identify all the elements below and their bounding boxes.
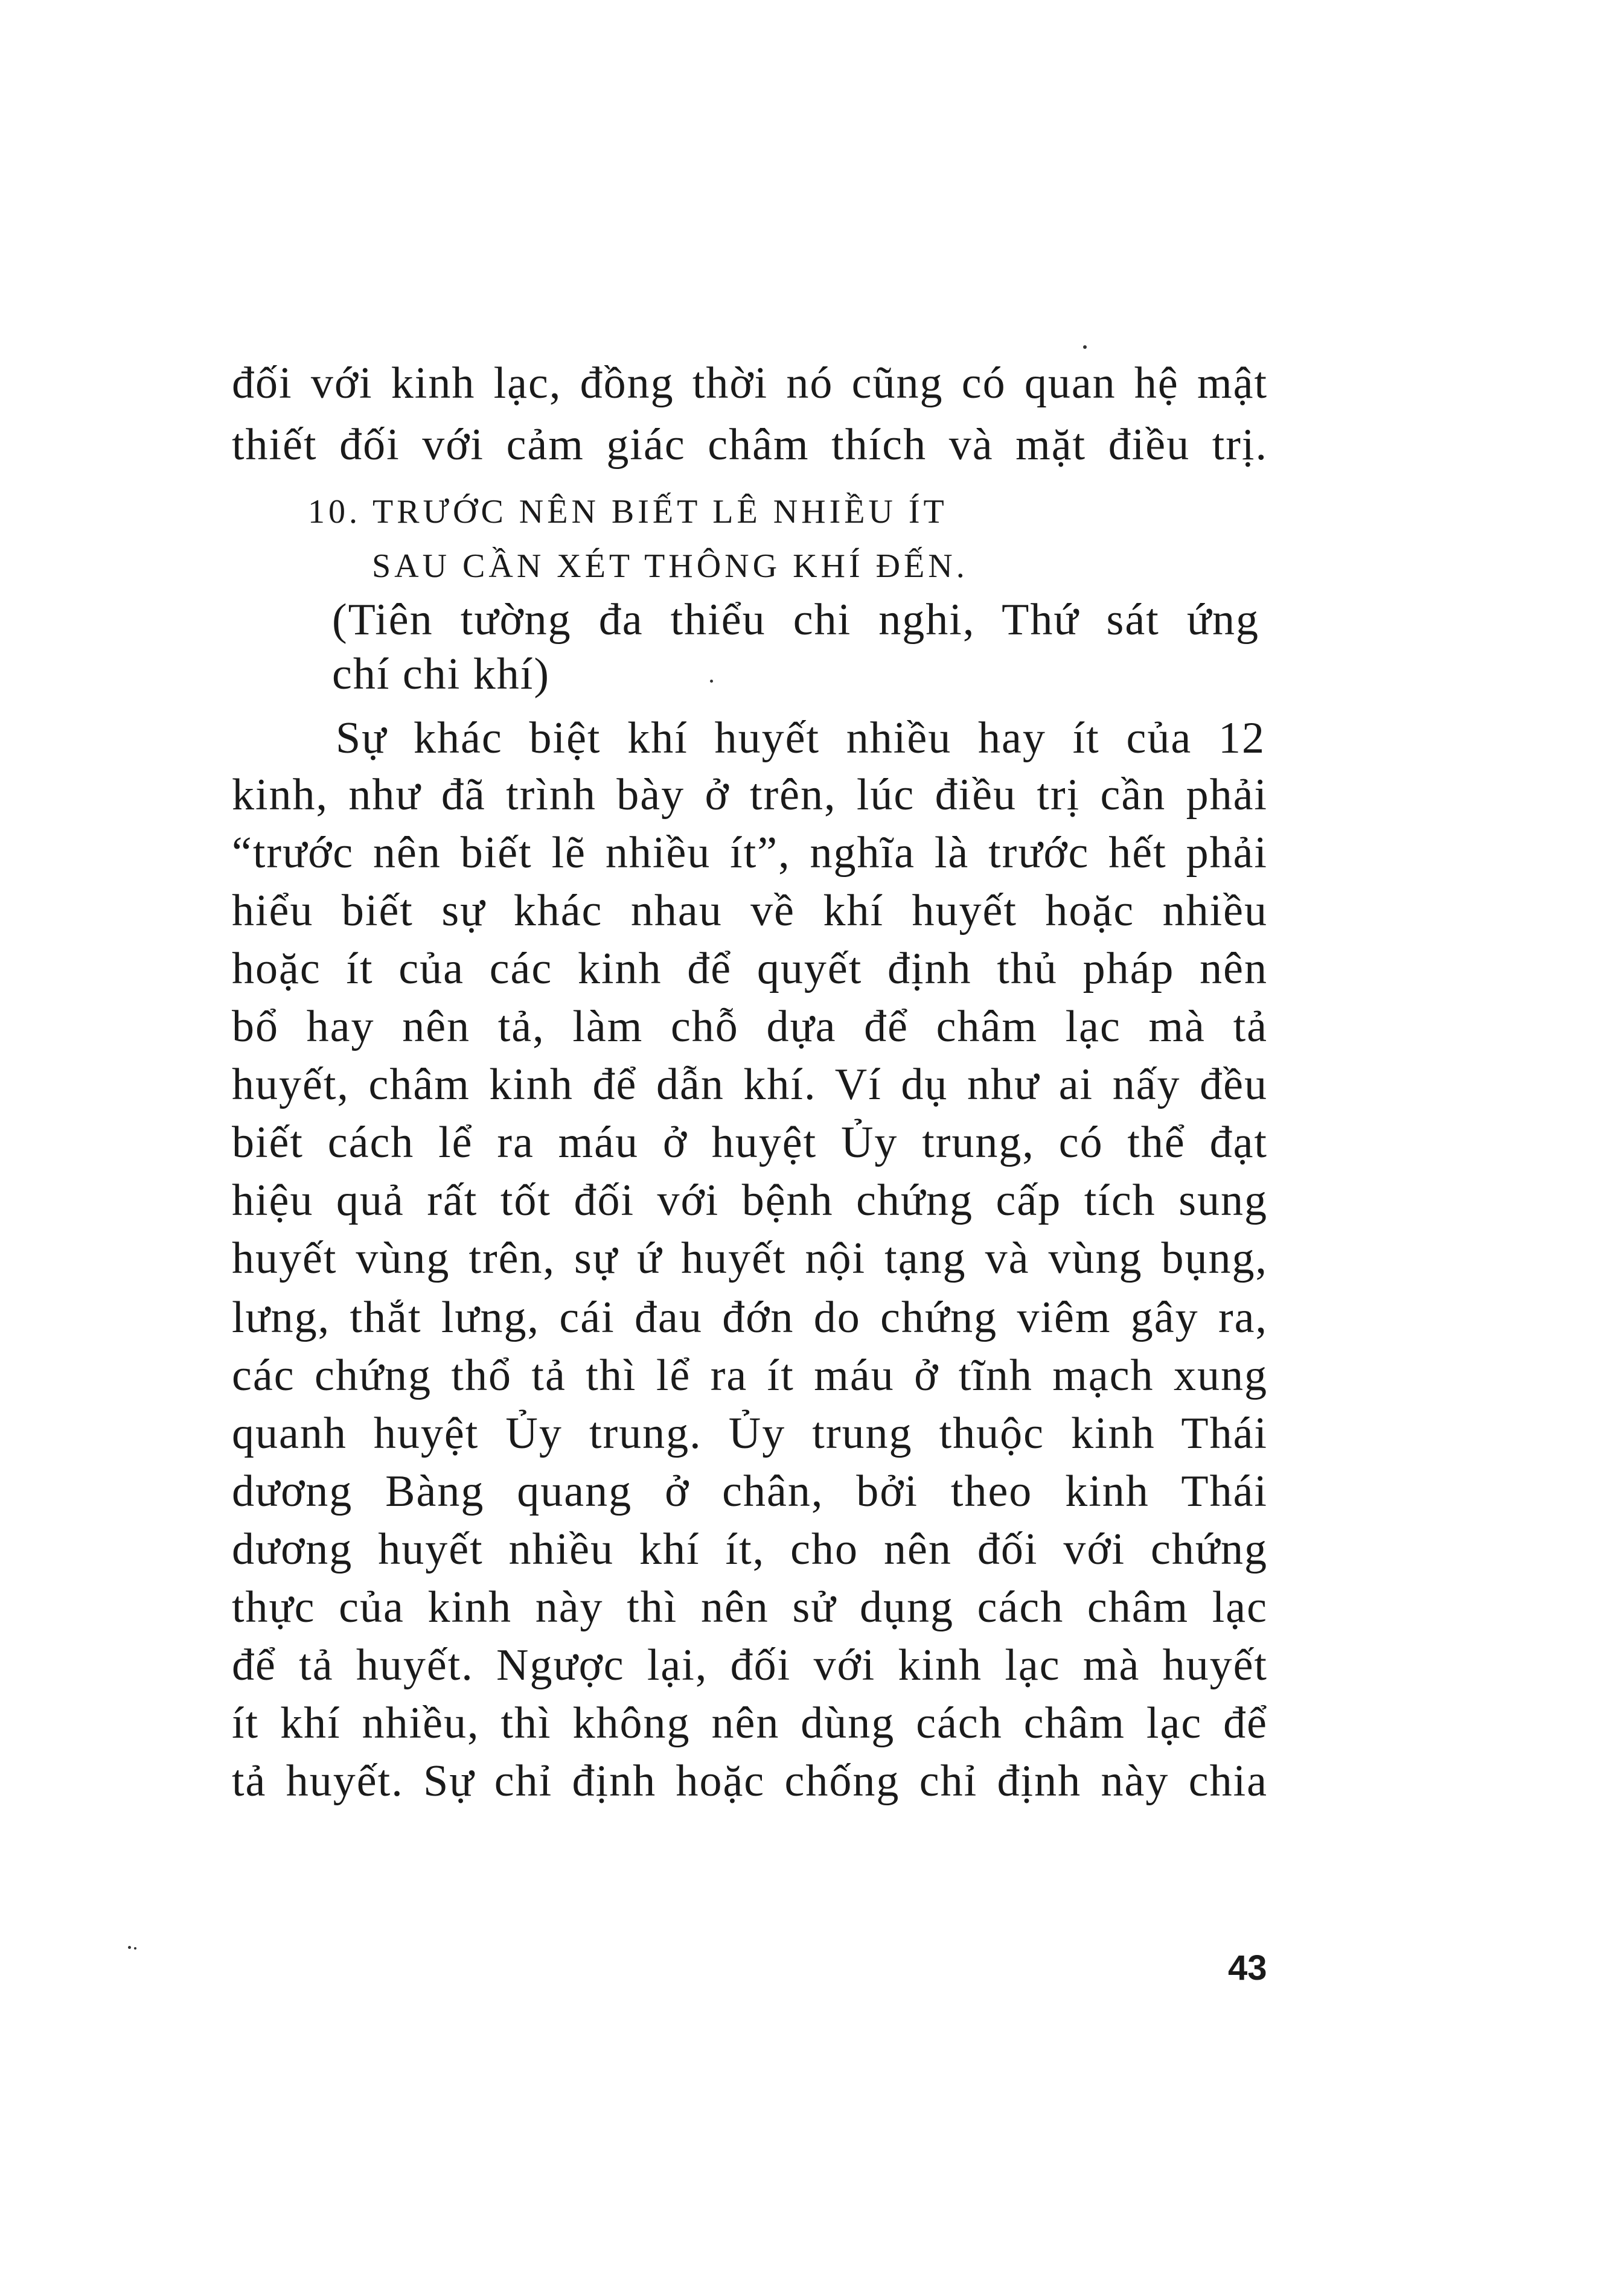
text-line: bổ hay nên tả, làm chỗ dựa để châm lạc mà tả	[232, 1002, 1268, 1051]
text-line: hoặc ít của các kinh để quyết định thủ pháp nên	[232, 944, 1268, 993]
text-line: dương Bàng quang ở chân, bởi theo kinh Thái	[232, 1467, 1268, 1516]
section-subheading: (Tiên tường đa thiểu chi nghi, Thứ sát ứng	[332, 595, 1259, 645]
text-line: Sự khác biệt khí huyết nhiều hay ít của 12	[336, 713, 1265, 763]
scan-speck	[128, 1946, 131, 1949]
scan-speck	[134, 1947, 136, 1950]
text-line: tả huyết. Sự chỉ định hoặc chống chỉ định này chia	[232, 1756, 1268, 1806]
text-line: lưng, thắt lưng, cái đau đớn do chứng viêm gây ra,	[232, 1293, 1268, 1342]
scan-speck	[1083, 345, 1087, 349]
section-heading: 10. TRƯỚC NÊN BIẾT LÊ NHIỀU ÍT	[308, 493, 948, 531]
text-line: biết cách lể ra máu ở huyệt Ủy trung, có thể đạt	[232, 1118, 1268, 1167]
text-line: các chứng thổ tả thì lể ra ít máu ở tĩnh mạch xung	[232, 1351, 1268, 1400]
text-line: kinh, như đã trình bày ở trên, lúc điều trị cần phải	[232, 770, 1268, 820]
text-line: đối với kinh lạc, đồng thời nó cũng có quan hệ mật	[232, 359, 1268, 408]
page-number: 43	[1228, 1948, 1267, 1988]
text-line: ít khí nhiều, thì không nên dùng cách châm lạc để	[232, 1698, 1268, 1748]
text-line: hiệu quả rất tốt đối với bệnh chứng cấp tích sung	[232, 1176, 1268, 1225]
text-line: quanh huyệt Ủy trung. Ủy trung thuộc kinh Thái	[232, 1409, 1268, 1458]
text-line: để tả huyết. Ngược lại, đối với kinh lạc mà huyết	[232, 1641, 1268, 1690]
section-subheading: chí chi khí)	[332, 649, 551, 699]
text-line: hiểu biết sự khác nhau về khí huyết hoặc nhiều	[232, 886, 1268, 936]
scan-speck	[710, 680, 713, 683]
text-line: huyết vùng trên, sự ứ huyết nội tạng và vùng bụng,	[232, 1234, 1268, 1283]
text-line: huyết, châm kinh để dẫn khí. Ví dụ như ai nấy đều	[232, 1060, 1268, 1109]
text-line: thực của kinh này thì nên sử dụng cách châm lạc	[232, 1583, 1268, 1632]
text-line: “trước nên biết lẽ nhiều ít”, nghĩa là trước hết phải	[232, 828, 1268, 878]
text-line: dương huyết nhiều khí ít, cho nên đối với chứng	[232, 1525, 1268, 1574]
section-heading: SAU CẦN XÉT THÔNG KHÍ ĐẾN.	[372, 547, 968, 585]
text-line: thiết đối với cảm giác châm thích và mặt điều trị.	[232, 420, 1268, 470]
